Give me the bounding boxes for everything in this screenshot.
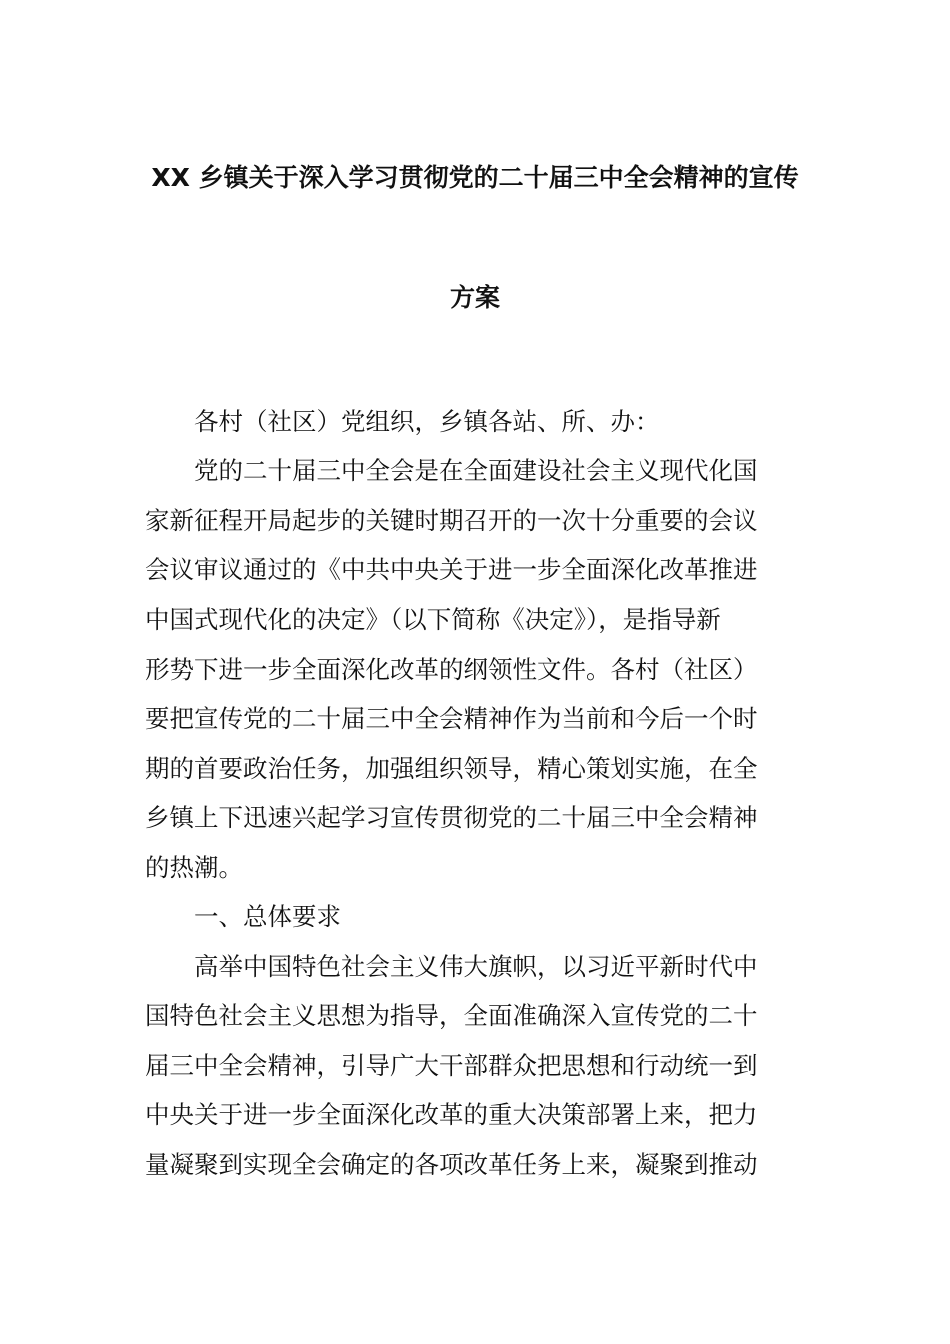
- paragraph-line: 党的二十届三中全会是在全面建设社会主义现代化国: [145, 456, 758, 485]
- paragraph-line: 家新征程开局起步的关键时期召开的一次十分重要的会议: [145, 506, 758, 535]
- salutation-line: 各村（社区）党组织，乡镇各站、所、办：: [145, 407, 660, 436]
- paragraph-line: 届三中全会精神，引导广大干部群众把思想和行动统一到: [145, 1051, 758, 1080]
- paragraph-line: 中央关于进一步全面深化改革的重大决策部署上来，把力: [145, 1100, 758, 1129]
- paragraph-line: 中国式现代化的决定》（以下简称《决定》），是指导新: [145, 605, 721, 634]
- paragraph-line: 会议审议通过的《中共中央关于进一步全面深化改革推进: [145, 555, 758, 584]
- paragraph-line: 形势下进一步全面深化改革的纲领性文件。各村（社区）: [145, 655, 758, 684]
- paragraph-line: 高举中国特色社会主义伟大旗帜，以习近平新时代中: [145, 952, 758, 981]
- paragraph-line: 国特色社会主义思想为指导，全面准确深入宣传党的二十: [145, 1001, 758, 1030]
- paragraph-line: 要把宣传党的二十届三中全会精神作为当前和今后一个时: [145, 704, 758, 733]
- document-title-line-1: XX 乡镇关于深入学习贯彻党的二十届三中全会精神的宣传: [151, 163, 799, 192]
- section-heading: 一、总体要求: [145, 902, 341, 931]
- paragraph-line: 乡镇上下迅速兴起学习宣传贯彻党的二十届三中全会精神: [145, 803, 758, 832]
- paragraph-line: 的热潮。: [145, 853, 243, 882]
- paragraph-line: 期的首要政治任务，加强组织领导，精心策划实施，在全: [145, 754, 758, 783]
- paragraph-line: 量凝聚到实现全会确定的各项改革任务上来，凝聚到推动: [145, 1150, 758, 1179]
- document-title-line-2: 方案: [449, 283, 500, 312]
